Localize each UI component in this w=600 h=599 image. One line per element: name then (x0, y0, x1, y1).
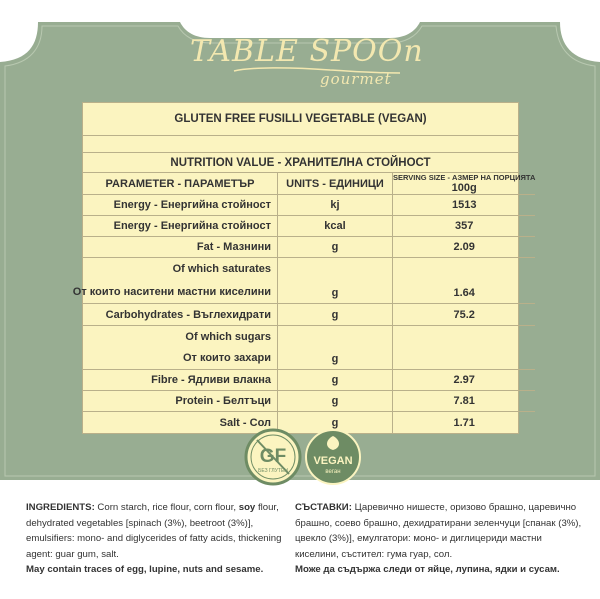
vegan-badge-subtext: веган (325, 469, 341, 475)
row-value: 2.97 (393, 370, 535, 391)
allergen-soy: soy (238, 502, 256, 513)
row-value-cell (393, 326, 535, 370)
row-unit: g (278, 370, 393, 391)
gf-badge-subtext: БЕЗ ГЛУТЕН (258, 468, 288, 474)
allergen-warning: May contain traces of egg, lupine, nuts and sesame. (26, 564, 264, 576)
row-unit: g (331, 287, 339, 299)
row-name: Of which saturates (172, 263, 271, 276)
row-value: 1.71 (453, 416, 475, 429)
row-name: Fibre - Ядливи влакна (83, 370, 278, 391)
brand-subtitle: gourmet (320, 70, 392, 88)
header-units: UNITS - ЕДИНИЦИ (278, 173, 393, 195)
nutrition-panel (72, 102, 536, 434)
ingredients-bg (295, 500, 585, 578)
row-unit: g (278, 391, 393, 412)
row-unit-cell (278, 326, 393, 370)
ingredients-text-cont: flour, dehydrated vegetables [spinach (3%), beetroot (3%)], emulsifiers: mono- and diglycerides of fatty acids, thickening agent: guar gum, salt. (26, 502, 282, 560)
row-value: 2.09 (393, 237, 535, 258)
row-name-sugars (83, 326, 278, 370)
row-unit-cell (278, 258, 393, 304)
row-unit: g (278, 237, 393, 258)
row-unit: g (278, 412, 393, 433)
ingredients-text-bg: Царевично нишесте, оризово брашно, царевично брашно, соево брашно, дехидратирани зеленчуци [спанак (3%), цвекло (3%)], емулгатори: моно- и диглицериди мастни киселини, състител: гума гуар, сол. (295, 502, 582, 560)
brand-name: TABLE SPOOn (190, 34, 424, 69)
nutrition-table (72, 173, 536, 433)
nutrition-title: NUTRITION VALUE - ХРАНИТЕЛНА СТОЙНОСТ (83, 153, 518, 173)
brand-logo (190, 26, 424, 96)
row-name-saturates (72, 258, 278, 304)
row-name: Energy - Енергийна стойност (83, 195, 278, 216)
row-unit: kj (278, 195, 393, 216)
row-value: 1513 (393, 195, 535, 216)
row-value: 7.81 (393, 391, 535, 412)
row-name: Salt - Сол (83, 412, 278, 433)
row-name: Of which sugars (185, 330, 271, 343)
allergen-warning-bg: Може да съдържа следи от яйце, лупина, ядки и сусам. (295, 564, 560, 576)
vegan-badge-text: VEGAN (313, 455, 353, 467)
row-name: Energy - Енергийна стойност (83, 216, 278, 237)
row-unit: g (331, 353, 339, 365)
certification-badges (0, 426, 600, 492)
row-name-bg: От които наситени мастни киселини (72, 285, 271, 298)
row-unit: kcal (278, 216, 393, 237)
row-name: Fat - Мазнини (83, 237, 278, 258)
header-serving (393, 173, 535, 195)
header-parameter: PARAMETER - ПАРАМЕТЪР (83, 173, 278, 195)
divider-row (83, 136, 518, 153)
row-value: 357 (393, 216, 535, 237)
row-name: Carbohydrates - Въглехидрати (83, 304, 278, 326)
serving-value: 100g (451, 182, 477, 194)
row-value-cell (393, 258, 535, 304)
product-title: GLUTEN FREE FUSILLI VEGETABLE (VEGAN) (83, 103, 518, 136)
gf-badge-text: GF (259, 446, 287, 467)
row-value: 1.64 (453, 287, 475, 299)
ingredients-label: INGREDIENTS: (26, 502, 95, 513)
serving-label: SERVING SIZE - АЗМЕР НА ПОРЦИЯТА (393, 173, 536, 182)
gluten-free-badge (243, 426, 303, 488)
ingredients-text: Corn starch, rice flour, corn flour, (94, 502, 237, 513)
row-unit: g (278, 304, 393, 326)
row-name-bg: От които захари (182, 352, 271, 365)
vegan-badge (303, 426, 363, 488)
ingredients-en (26, 500, 294, 578)
ingredients-label-bg: СЪСТАВКИ: (295, 502, 352, 513)
row-value: 75.2 (393, 304, 535, 326)
row-name: Protein - Белтъци (83, 391, 278, 412)
